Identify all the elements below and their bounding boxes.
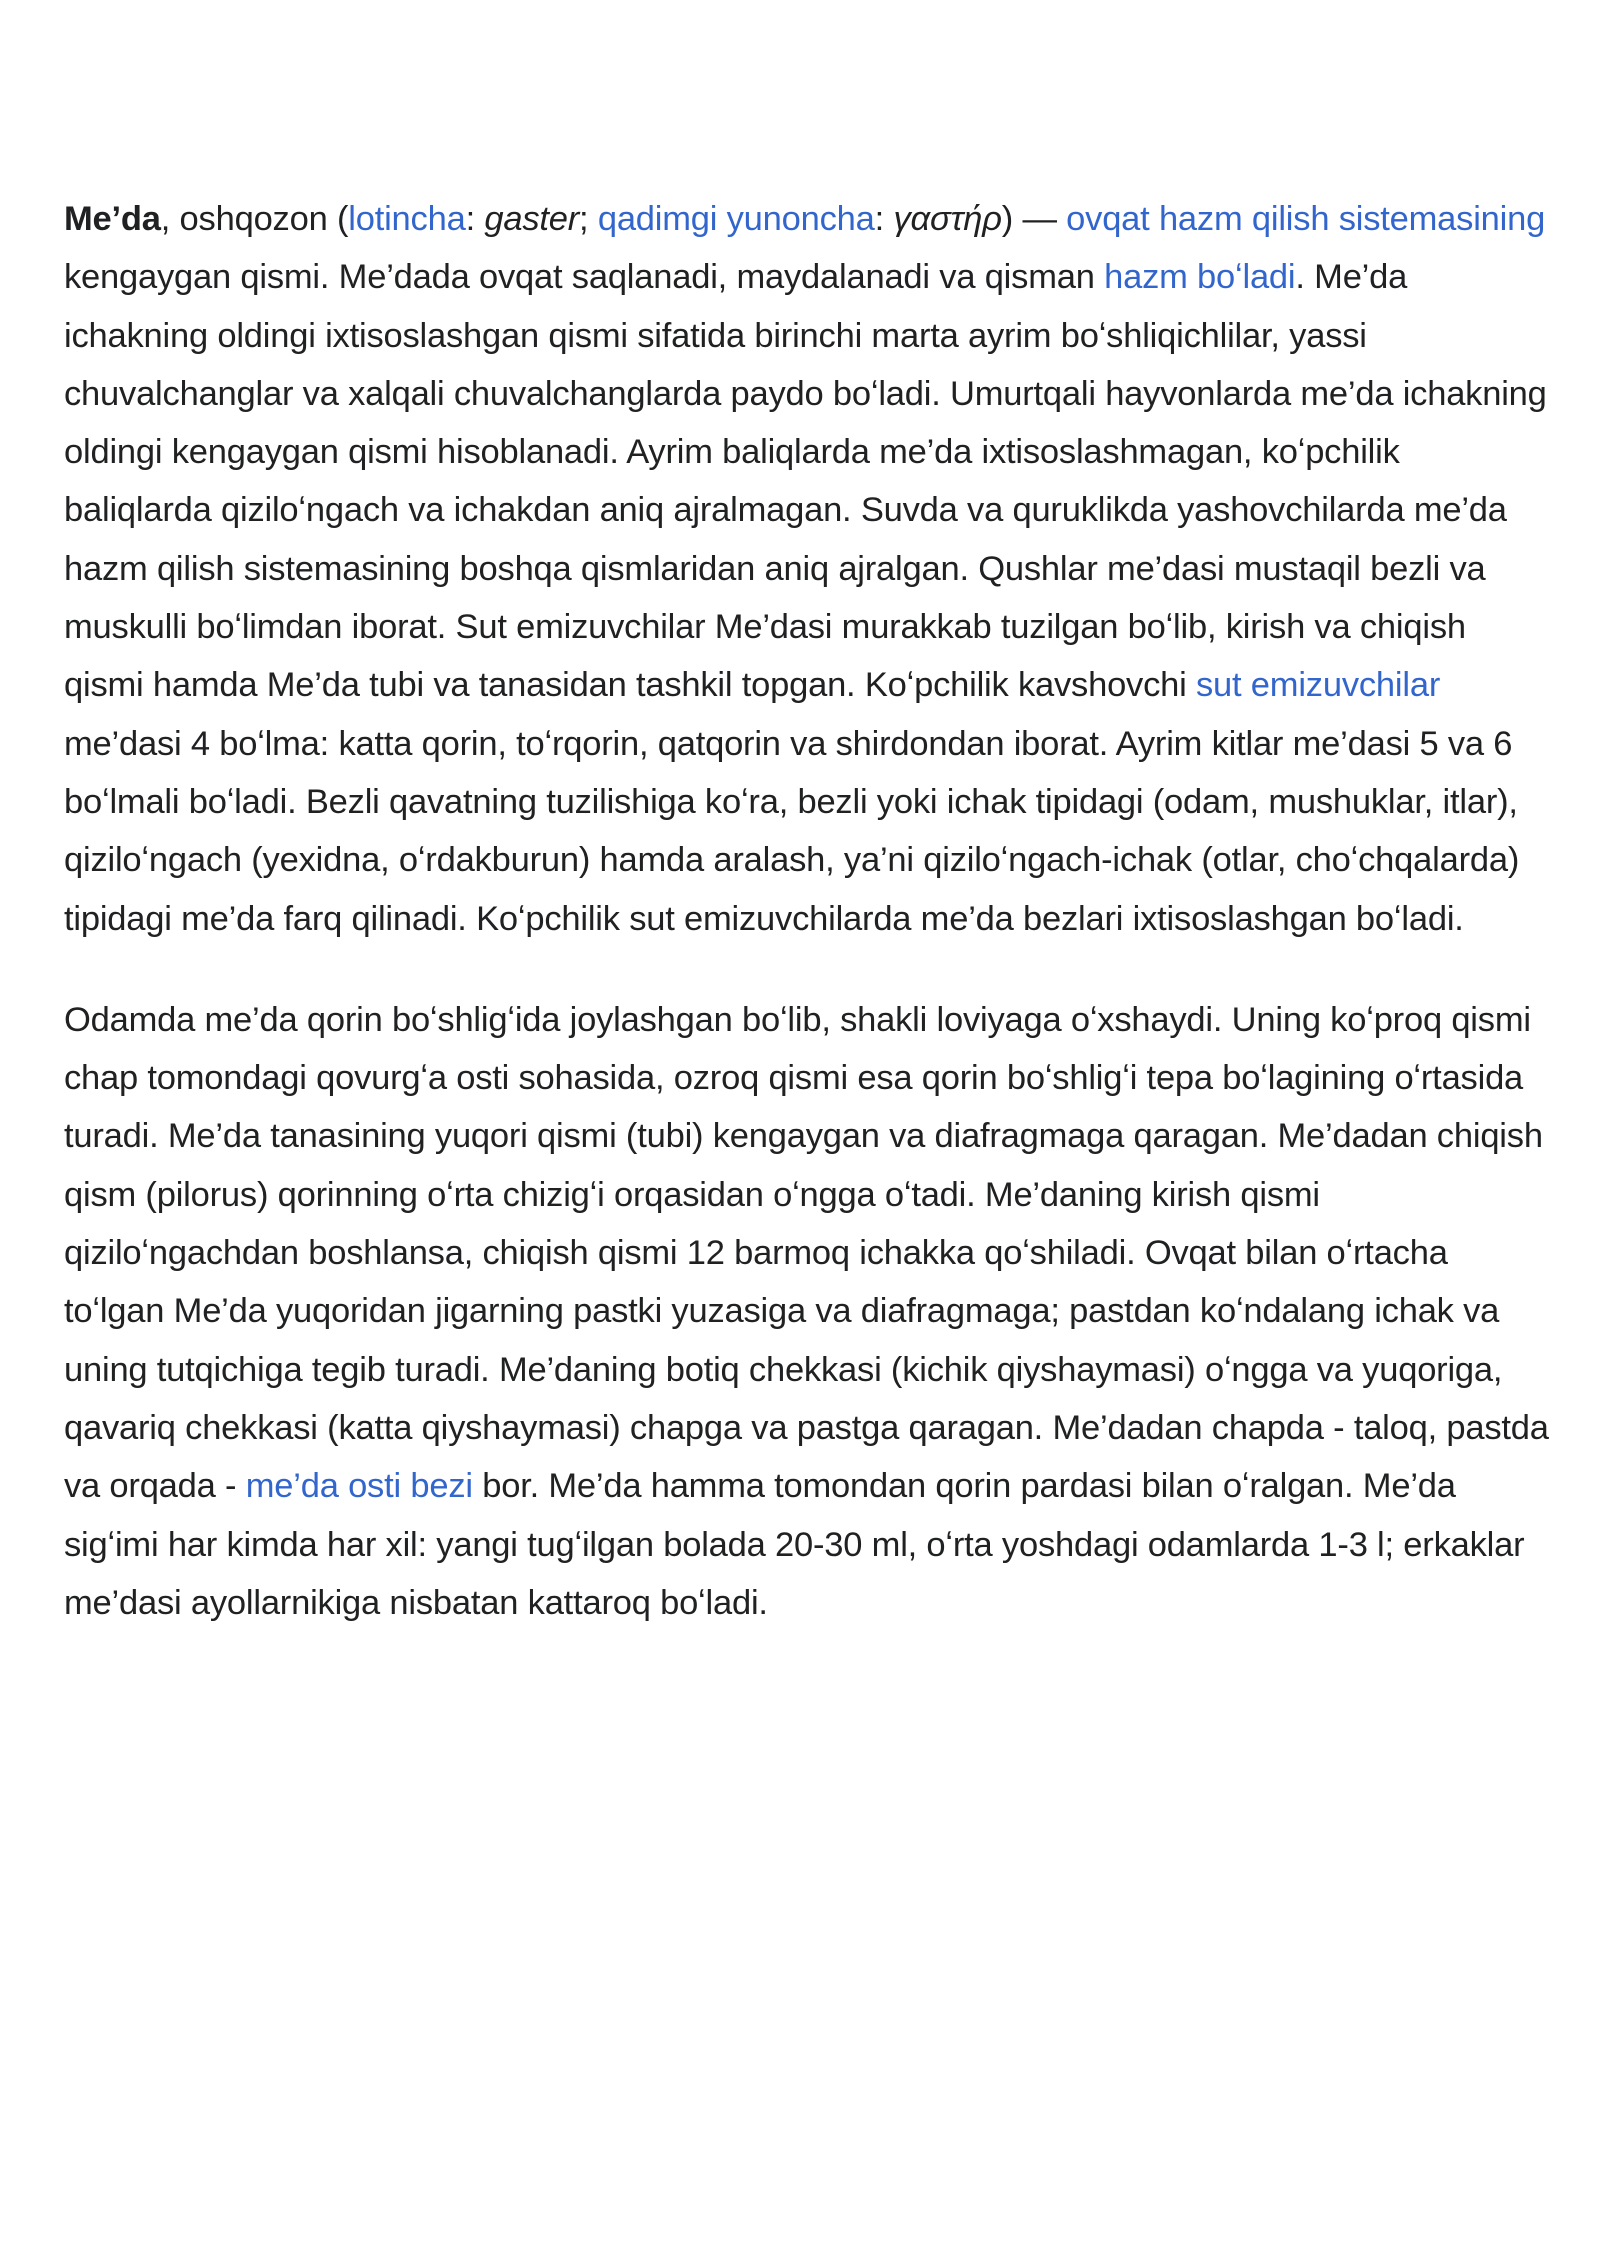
paragraph-text: kengaygan qismi. Me’dada ovqat saqlanadi, maydalanadi va qisman <box>64 258 1105 297</box>
link-ovqat-hazm-qilish-sistemasining[interactable]: ovqat hazm qilish sistemasining <box>1066 200 1546 238</box>
paragraph-text: . Me’da ichakning oldingi ixtisoslashgan qismi sifatida birinchi marta ayrim boʻshliqichlilar, yassi chuvalchanglar va xalqali chuvalchanglarda paydo boʻladi. Umurtqali hayvonlarda me’da ichakning oldingi kengaygan qismi hisoblanadi. Ayrim baliqlarda me’da ixtisoslashmagan, koʻpchilik baliqlarda qiziloʻngach va ichakdan aniq ajralmagan. Suvda va quruklikda yashovchilarda me’da hazm qilish sistemasining boshqa qismlaridan aniq ajralgan. Qushlar me’dasi mustaqil bezli va muskulli boʻlimdan iborat. Sut emizuvchilar Me’dasi murakkab tuzilgan boʻlib, kirish va chiqish qismi hamda Me’da tubi va tanasidan tashkil topgan. Koʻpchilik kavshovchi <box>64 258 1547 705</box>
article-term: Me’da <box>64 200 161 238</box>
latin-word: gaster <box>484 200 580 238</box>
link-meda-osti-bezi[interactable]: me’da osti bezi <box>245 1467 473 1506</box>
paragraph-text: me’dasi 4 boʻlma: katta qorin, toʻrqorin, qatqorin va shirdondan iborat. Ayrim kitlar me’dasi 5 va 6 boʻlmali boʻladi. Bezli qavatning tuzilishiga koʻra, bezli yoki ichak tipidagi (odam, mushuklar, itlar), qiziloʻngach (yexidna, oʻrdakburun) hamda aralash, ya’ni qiziloʻngach-ichak (otlar, choʻchqalarda) tipidagi me’da farq qilinadi. Koʻpchilik sut emizuvchilarda me’da bezlari ixtisoslashgan boʻladi. <box>64 724 1520 938</box>
link-sut-emizuvchilar[interactable]: sut emizuvchilar <box>1196 666 1441 705</box>
intro-text: , oshqozon ( <box>160 200 349 238</box>
greek-separator-pre: ; <box>579 200 598 238</box>
paragraph-text: Odamda me’da qorin boʻshligʻida joylashgan boʻlib, shakli loviyaga oʻxshaydi. Uning koʻproq qismi chap tomondagi qovurgʻa osti sohasida, ozroq qismi esa qorin boʻshligʻi tepa boʻlagining oʻrtasida turadi. Me’da tanasining yuqori qismi (tubi) kengaygan va diafragmaga qaragan. Me’dadan chiqish qism (pilorus) qorinning oʻrta chizigʻi orqasidan oʻngga oʻtadi. Me’daning kirish qismi qiziloʻngachdan boshlansa, chiqish qismi 12 barmoq ichakka qoʻshiladi. Ovqat bilan oʻrtacha toʻlgan Me’da yuqoridan jigarning pastki yuzasiga va diafragmaga; pastdan koʻndalang ichak va uning tutqichiga tegib turadi. Me’daning botiq chekkasi (kichik qiyshaymasi) oʻngga va yuqoriga, qavariq chekkasi (katta qiyshaymasi) chapga va pastga qaragan. Me’dadan chapda - taloq, pastda va orqada - <box>64 1000 1549 1506</box>
greek-word: γαστήρ <box>893 200 1002 238</box>
link-qadimgi-yunoncha[interactable]: qadimgi yunoncha <box>597 200 875 238</box>
greek-separator: : <box>874 200 894 238</box>
paragraph-text: bor. Me’da hamma tomondan qorin pardasi bilan oʻralgan. Me’da sigʻimi har kimda har xil: yangi tugʻilgan bolada 20-30 ml, oʻrta yoshdagi odamlarda 1-3 l; erkaklar me’dasi ayollarnikiga nisbatan kattaroq boʻladi. <box>64 1467 1525 1622</box>
link-hazm-boladi[interactable]: hazm boʻladi <box>1104 258 1296 297</box>
latin-separator: : <box>465 200 485 238</box>
link-lotincha[interactable]: lotincha <box>348 200 466 238</box>
paragraph-human-stomach <box>64 991 1554 1632</box>
article-body <box>64 190 1554 1675</box>
intro-dash: ) — <box>1001 200 1067 238</box>
paragraph-intro <box>64 190 1554 948</box>
